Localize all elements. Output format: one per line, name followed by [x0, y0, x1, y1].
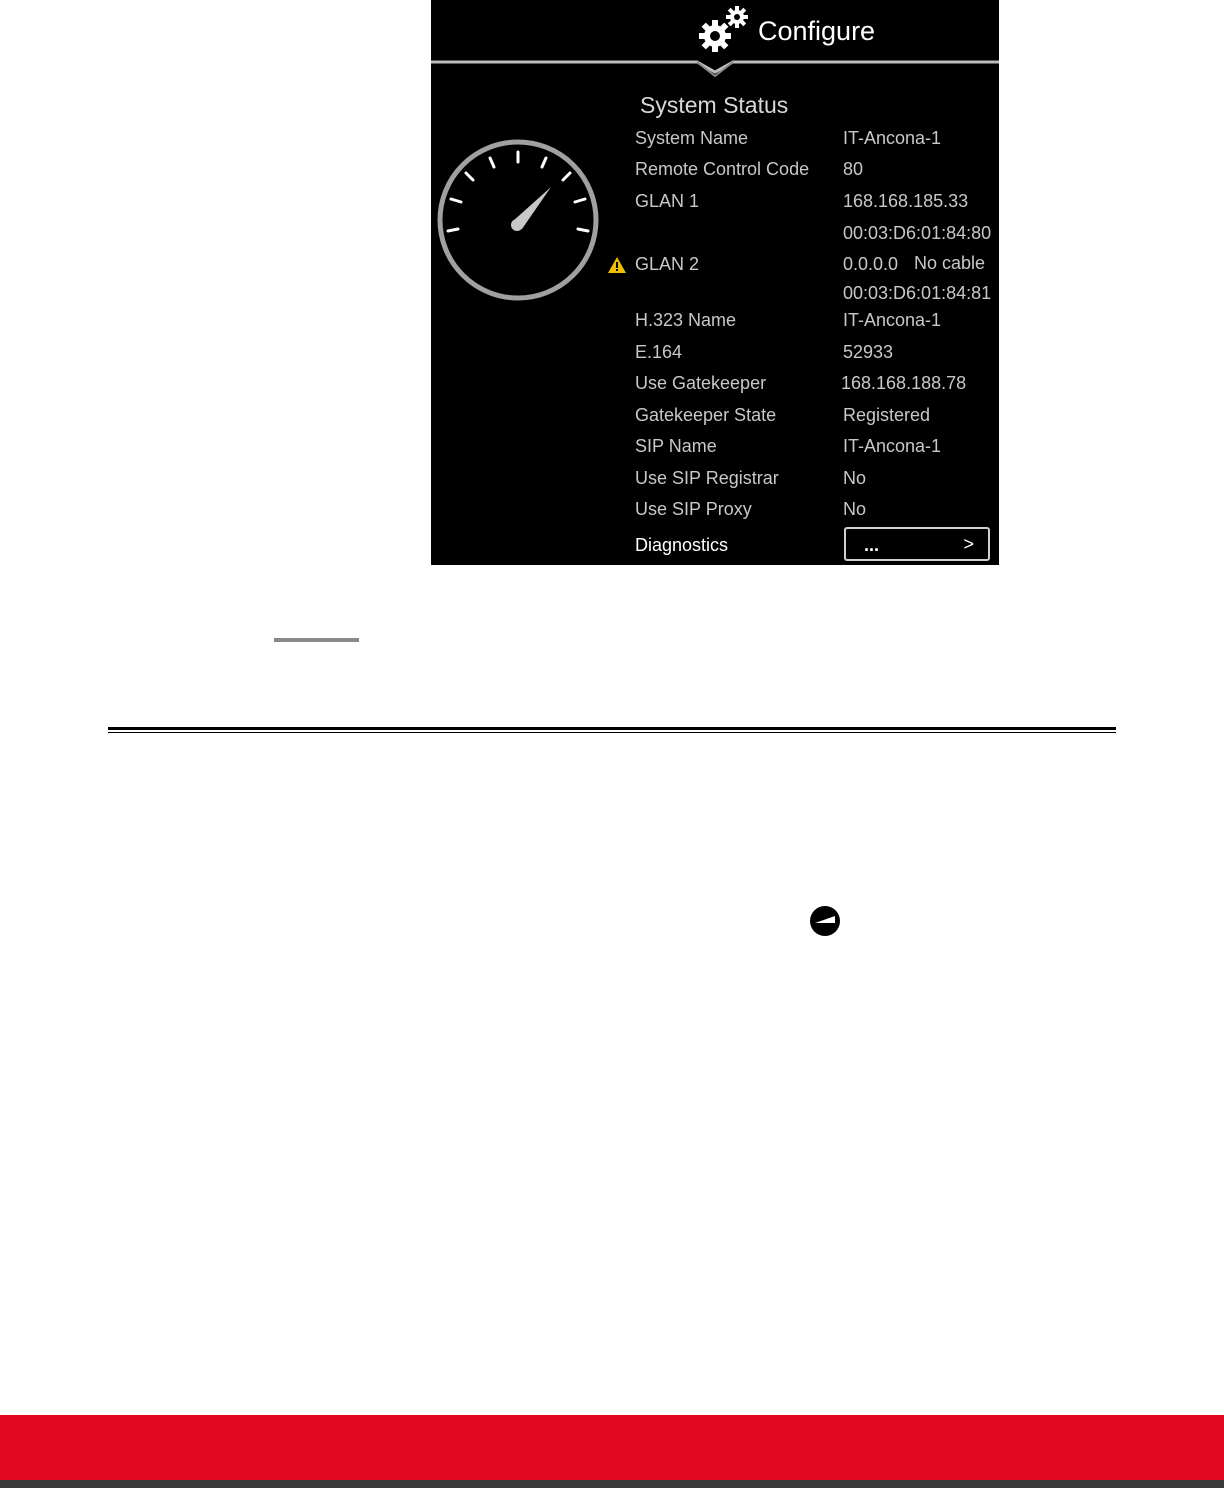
- row-label-sip-name: SIP Name: [635, 436, 717, 456]
- row-value-glan1-mac: 00:03:D6:01:84:80: [843, 223, 992, 243]
- row-label-gatekeeper-state: Gatekeeper State: [635, 405, 777, 425]
- row-value-system-name: IT-Ancona-1: [843, 128, 942, 148]
- diagnostics-button-text: ...: [864, 535, 880, 555]
- row-label-glan2: GLAN 2: [635, 254, 700, 274]
- row-label-glan1: GLAN 1: [635, 191, 700, 211]
- row-label-remote-control-code: Remote Control Code: [635, 159, 810, 179]
- row-label-h323-name: H.323 Name: [635, 310, 737, 330]
- row-value-gatekeeper-state: Registered: [843, 405, 931, 425]
- row-value-h323-name: IT-Ancona-1: [843, 310, 942, 330]
- row-value-use-sip-proxy: No: [843, 499, 867, 519]
- header-divider: [431, 56, 999, 80]
- row-value-glan2-ip: 0.0.0.0: [843, 254, 899, 274]
- footer-strip: [0, 1480, 1224, 1488]
- speedometer-icon: [433, 137, 603, 307]
- row-value-remote-control-code: 80: [843, 159, 864, 179]
- row-value-sip-name: IT-Ancona-1: [843, 436, 942, 456]
- diagnostics-label: Diagnostics: [635, 535, 729, 555]
- row-value-glan2-mac: 00:03:D6:01:84:81: [843, 283, 992, 303]
- section-title: System Status: [640, 92, 789, 118]
- footer-band: [0, 1415, 1224, 1480]
- short-rule: [274, 638, 359, 642]
- chevron-right-icon: >: [963, 534, 974, 554]
- section-divider-thin: [108, 732, 1116, 733]
- row-label-use-gatekeeper: Use Gatekeeper: [635, 373, 767, 393]
- header-title: Configure: [758, 16, 876, 46]
- row-value-use-gatekeeper: 168.168.188.78: [841, 373, 967, 393]
- row-label-e164: E.164: [635, 342, 683, 362]
- warning-icon: [607, 256, 627, 274]
- row-value-use-sip-registrar: No: [843, 468, 867, 488]
- note-bullet-icon: [809, 905, 841, 937]
- diagnostics-button[interactable]: [844, 527, 990, 561]
- row-label-use-sip-proxy: Use SIP Proxy: [635, 499, 752, 519]
- gears-icon: [695, 4, 755, 54]
- section-divider: [108, 727, 1116, 730]
- row-status-glan2: No cable: [914, 253, 986, 273]
- header: [431, 0, 999, 80]
- row-value-glan1-ip: 168.168.185.33: [843, 191, 969, 211]
- row-label-system-name: System Name: [635, 128, 749, 148]
- row-label-use-sip-registrar: Use SIP Registrar: [635, 468, 779, 488]
- row-value-e164: 52933: [843, 342, 894, 362]
- configure-screen: [431, 0, 999, 565]
